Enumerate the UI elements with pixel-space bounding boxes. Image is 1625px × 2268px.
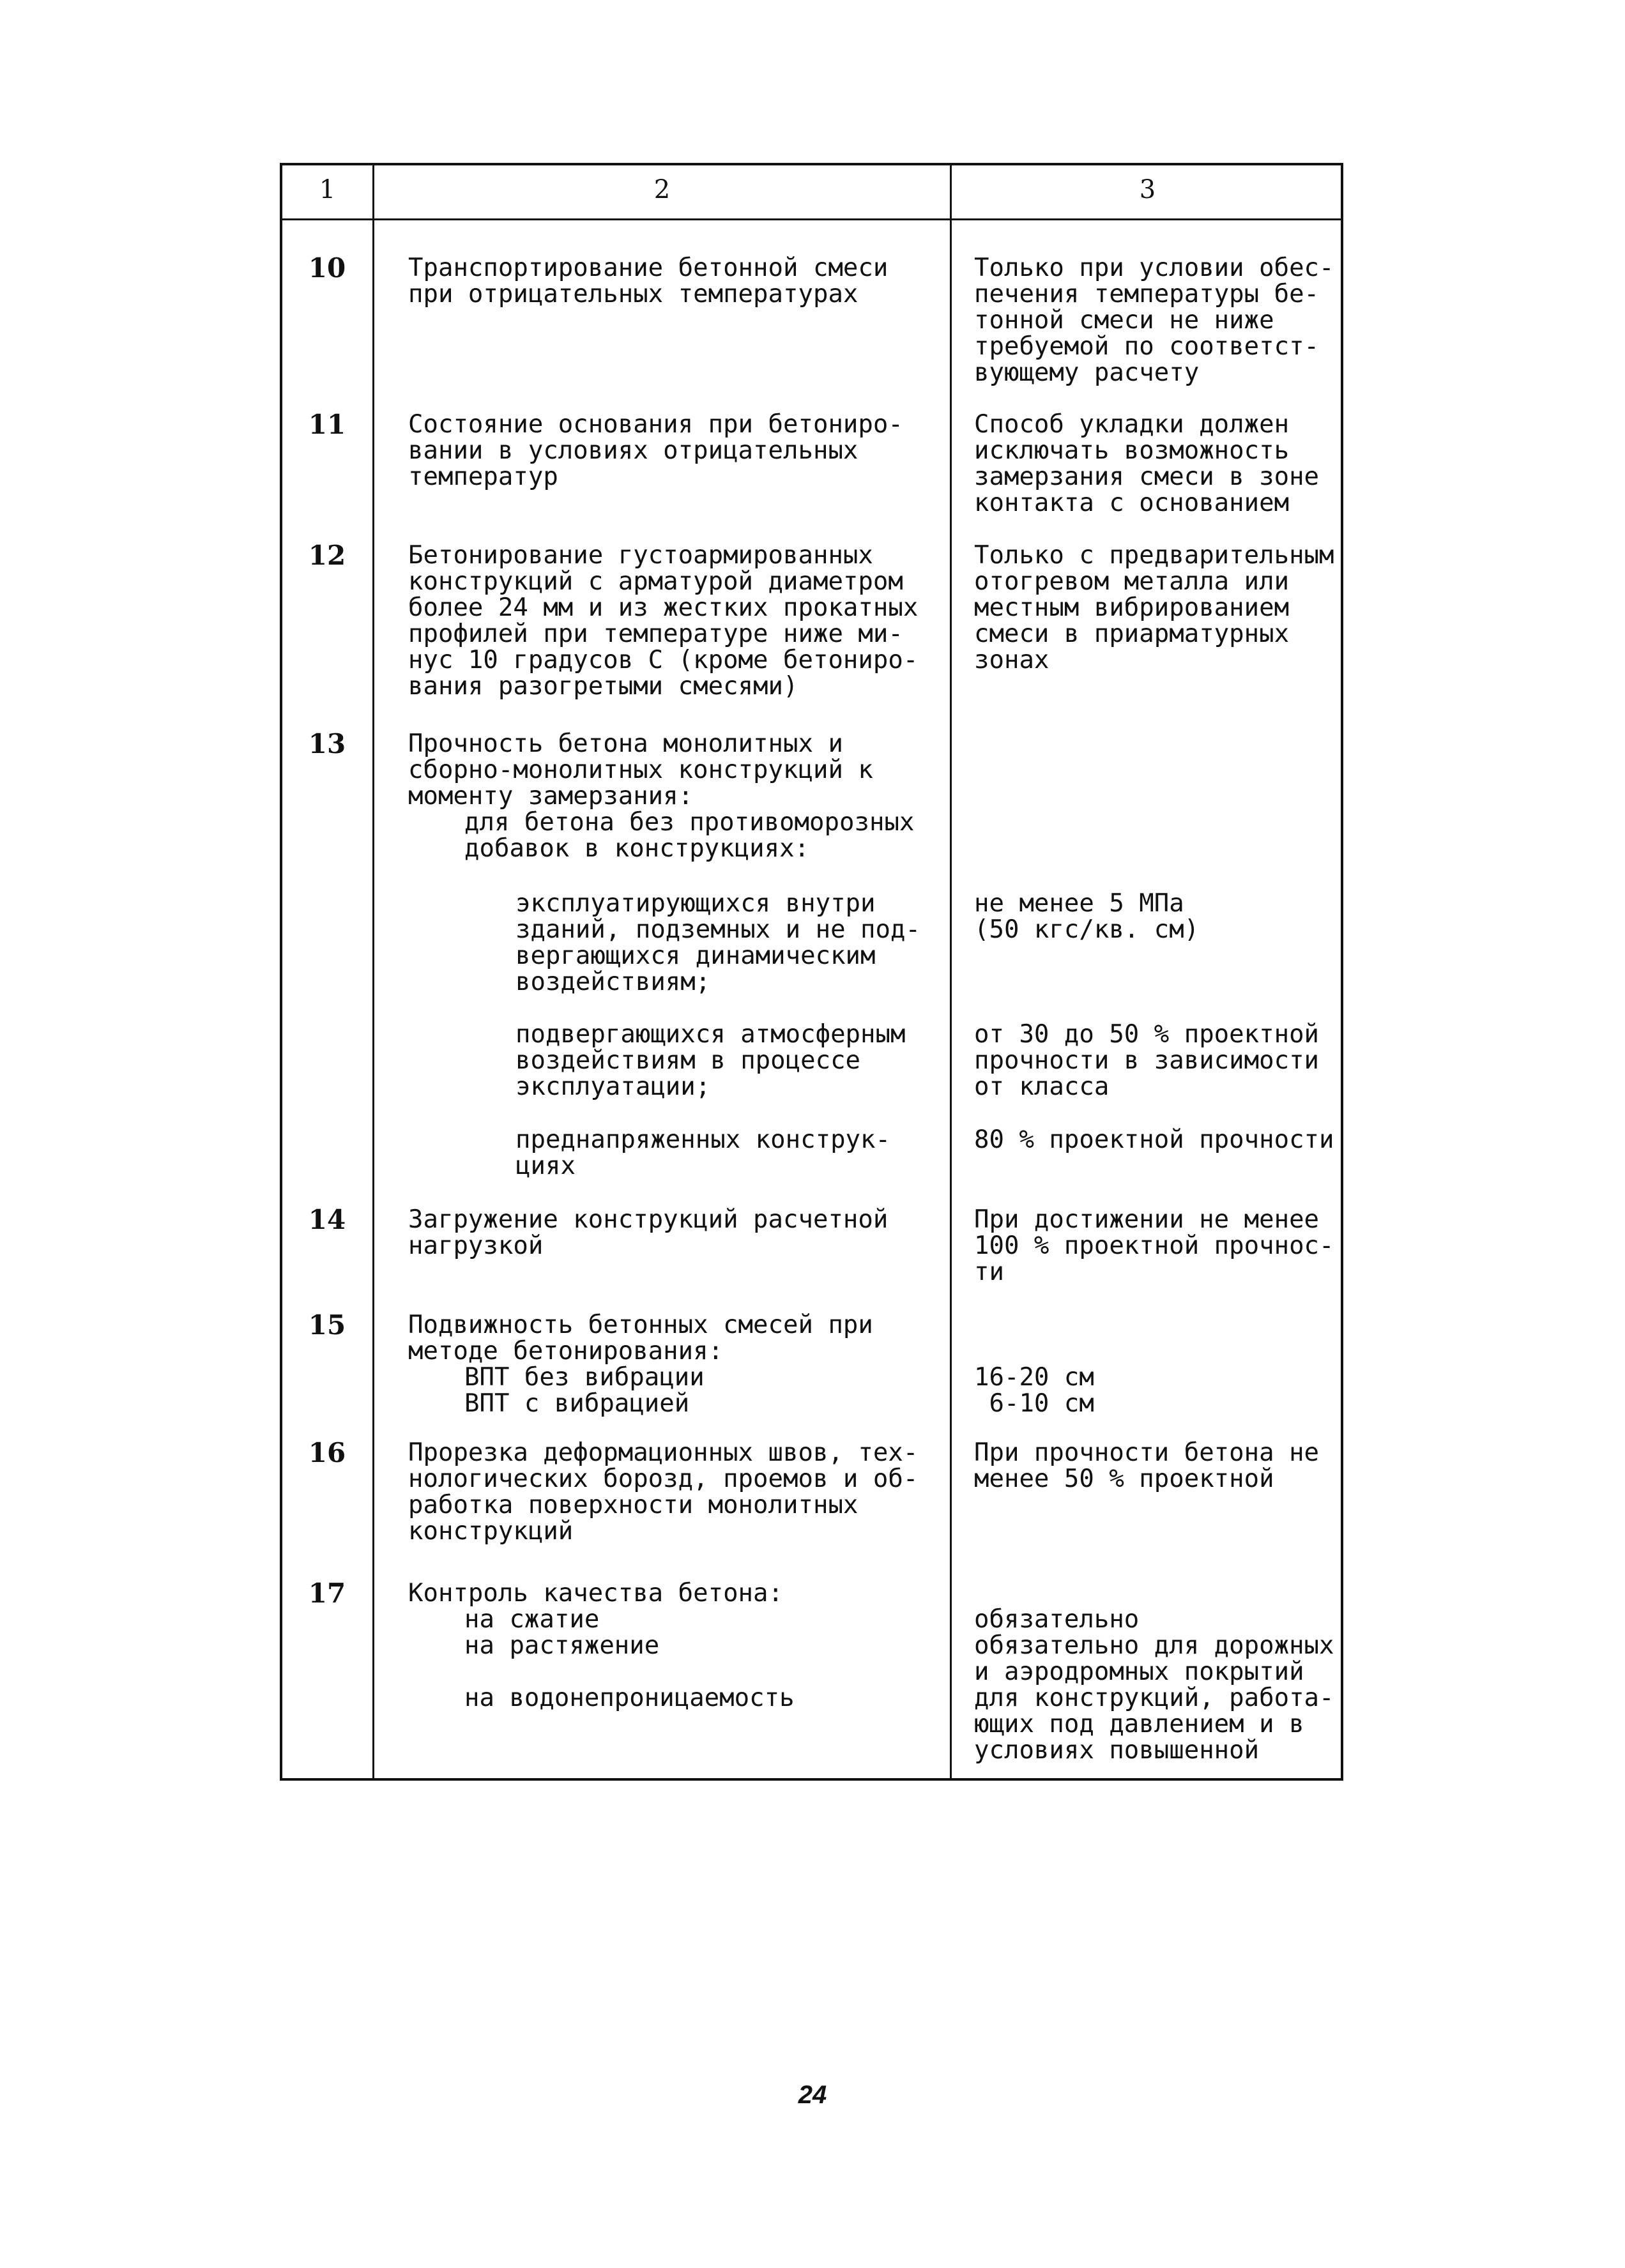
row-number: 15 (308, 1309, 346, 1341)
row-number: 14 (308, 1204, 346, 1235)
row-requirement: При прочности бетона не менее 50 % проектной (974, 1438, 1320, 1493)
header-col-2: 2 (653, 175, 671, 204)
row-number: 17 (308, 1578, 346, 1609)
row-parameter: Прорезка деформационных швов, тех- нологических борозд, проемов и об- работка поверхности монолитных конструкций (408, 1438, 919, 1546)
subitem-requirement: не менее 5 МПа (50 кгс/кв. см) (974, 889, 1200, 944)
page-number: 24 (798, 2081, 827, 2109)
row-subheading: для бетона без противоморозных добавок в конструкциях: (464, 808, 915, 863)
subitem-requirement: 16-20 см 6-10 см (974, 1363, 1094, 1418)
column-divider (372, 165, 374, 1778)
subitem-requirement: 80 % проектной прочности (974, 1125, 1334, 1154)
row-parameter: Бетонирование густоармированных конструкций с арматурой диаметром более 24 мм и из жестких прокатных профилей при температуре ниже ми- нус 10 градусов С (кроме бетониро- вания разогретыми смесями) (408, 541, 919, 701)
row-parameter: Загружение конструкций расчетной нагрузкой (408, 1205, 889, 1260)
row-parameter: Состояние основания при бетониро- вании в условиях отрицательных температур (408, 410, 903, 491)
row-number: 13 (308, 728, 346, 759)
row-parameter: Прочность бетона монолитных и сборно-монолитных конструкций к моменту замерзания: (408, 729, 873, 811)
subitem-parameter: подвергающихся атмосферным воздействиям в процессе эксплуатации; (515, 1020, 906, 1101)
row-number: 11 (308, 409, 346, 440)
row-parameter: Подвижность бетонных смесей при методе бетонирования: (408, 1311, 873, 1366)
header-divider (282, 218, 1341, 220)
row-number: 12 (308, 540, 346, 571)
subitem-parameter: ВПТ без вибрации ВПТ с вибрацией (464, 1363, 705, 1418)
subitem-parameter: на сжатие на растяжение (464, 1605, 660, 1660)
row-requirement: Способ укладки должен исключать возможность замерзания смеси в зоне контакта с основанием (974, 410, 1320, 517)
subitem-parameter: на водонепроницаемость (464, 1684, 795, 1712)
row-number: 16 (308, 1437, 346, 1468)
requirements-table (280, 163, 1343, 1781)
header-col-1: 1 (319, 175, 336, 204)
row-requirement: Только при условии обес- печения температуры бе- тонной смеси не ниже требуемой по соответст- вующему расчету (974, 254, 1334, 387)
header-col-3: 3 (1139, 175, 1156, 204)
subitem-parameter: эксплуатирующихся внутри зданий, подземных и не под- вергающихся динамическим воздействиям; (515, 889, 920, 996)
row-parameter: Контроль качества бетона: (408, 1579, 783, 1608)
row-requirement: Только с предварительным отогревом металла или местным вибрированием смеси в приарматурных зонах (974, 541, 1334, 674)
row-requirement: При достижении не менее 100 % проектной прочнос- ти (974, 1205, 1334, 1286)
row-number: 10 (308, 252, 346, 284)
subitem-requirement: от 30 до 50 % проектной прочности в зависимости от класса (974, 1020, 1320, 1101)
row-parameter: Транспортирование бетонной смеси при отрицательных температурах (408, 254, 889, 308)
subitem-requirement: обязательно обязательно для дорожных и аэродромных покрытий для конструкций, работа- ющих под давлением и в условиях повышенной (974, 1605, 1334, 1765)
subitem-parameter: преднапряженных конструк- циях (515, 1125, 890, 1180)
